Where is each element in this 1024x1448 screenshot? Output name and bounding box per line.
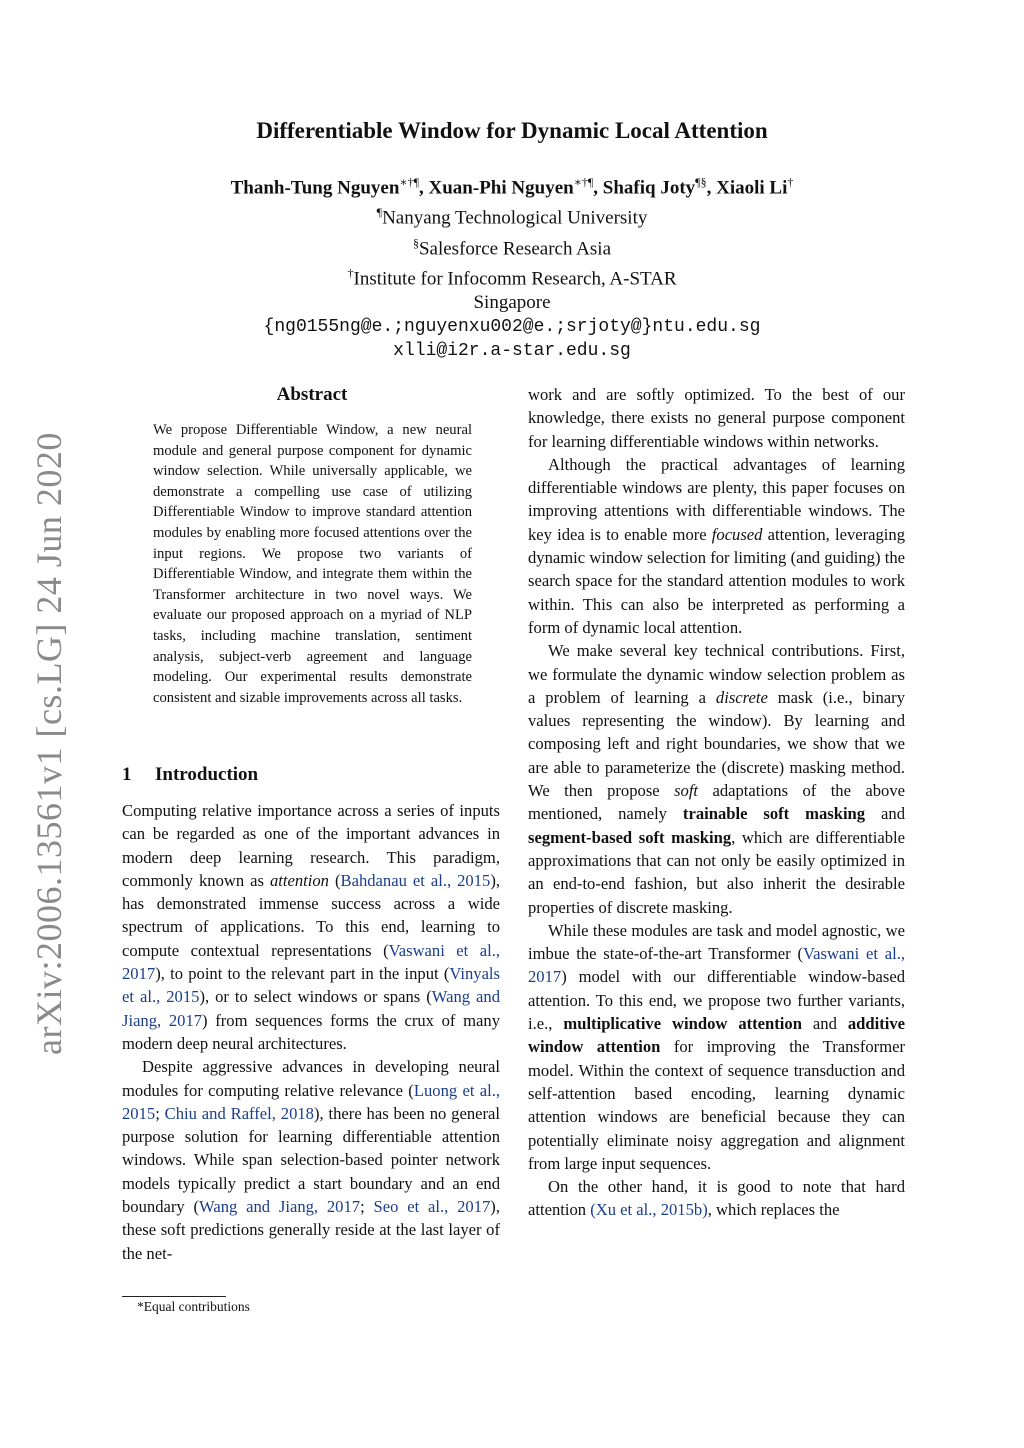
affiliation: ¶Nanyang Technological University (376, 205, 648, 229)
left-column (122, 799, 500, 1265)
citation-link[interactable]: (Xu et al., 2015b) (590, 1200, 708, 1220)
author-marks: ¶§ (695, 175, 707, 189)
affiliation: †Institute for Infocomm Research, A-STAR (347, 265, 677, 290)
paragraph: work and are softly optimized. To the best of our knowledge, there exists no general purpose component for learning differentiable windows within networks. (528, 385, 905, 451)
email-line: {ng0155ng@e.;nguyenxu002@e.;srjoty@}ntu.edu.sg (263, 317, 761, 338)
location: Singapore (473, 292, 551, 314)
author-marks: ∗†¶ (399, 175, 420, 189)
author-name: Xiaoli Li (716, 177, 788, 199)
paragraph: Although the practical advantages of learning differentiable windows are plenty, this paper focuses on improving attentions with differentiable windows. The key idea is to enable more focused attention, leveraging dynamic window selection for limiting (and guiding) the search space for the standard attention modules to work within. This can also be interpreted as performing a form of dynamic local attention. (528, 454, 905, 637)
paper-title: Differentiable Window for Dynamic Local Attention (256, 118, 768, 143)
paragraph: We make several key technical contributions. First, we formulate the dynamic window selection problem as a problem of learning a discrete mask (i.e., binary values representing the window). By learning and composing left and right boundaries, we show that we are able to parameterize the (discrete) masking method. We then propose soft adaptations of the above mentioned, namely trainable soft masking and segment-based soft masking, which are differentiable approximations that can not only be easily optimized in an end-to-end fashion, but also inherit the desirable properties of discrete masking. (528, 641, 905, 917)
abstract-heading: Abstract (276, 384, 348, 405)
paragraph: While these modules are task and model agnostic, we imbue the state-of-the-art Transformer (Vaswani et al., 2017) model with our differentiable window-based attention. To this end, we propose two further variants, i.e., multiplicative window attention and additive window attention for improving the Transformer model. Within the context of sequence transduction and self-attention based encoding, learning dynamic attention windows are beneficial because they can potentially eliminate noisy aggregation and alignment from large input sequences. (528, 920, 905, 1173)
paragraph: On the other hand, it is good to note that hard attention (Xu et al., 2015b), which replaces the (528, 1177, 905, 1220)
abstract-text: We propose Differentiable Window, a new neural module and general purpose component for dynamic window selection. While universally applicable, we demonstrate a compelling use case of utilizing Differentiable Window to improve standard attention modules by enabling more focused attentions over the input regions. We propose two variants of Differentiable Window, and integrate them within the Transformer architecture in two novel ways. We evaluate our proposed approach on a myriad of NLP tasks, including machine translation, sentiment analysis, subject-verb agreement and language modeling. Our experimental results demonstrate consistent and sizable improvements across all tasks. (153, 422, 472, 706)
citation-link[interactable]: Bahdanau et al., 2015 (340, 870, 491, 890)
email-line: xlli@i2r.a-star.edu.sg (393, 341, 631, 362)
citation-link[interactable]: Vinyals et al., 2015 (122, 964, 500, 1007)
section-number: 1 (122, 764, 132, 785)
citation-link[interactable]: Vaswani et al., 2017 (528, 944, 905, 987)
author-name: Xuan-Phi Nguyen (428, 177, 574, 199)
section-title: Introduction (155, 764, 259, 785)
author-names: Thanh-Tung Nguyen∗†¶, Xuan-Phi Nguyen∗†¶, Shafiq Joty¶§, Xiaoli Li† (230, 175, 794, 199)
arxiv-identifier: arXiv:2006.13561v1 [cs.LG] 24 Jun 2020 (29, 432, 69, 1055)
author-marks: † (787, 175, 794, 189)
right-column (528, 383, 905, 1222)
citation-link[interactable]: Vaswani et al., 2017 (122, 940, 500, 984)
citation-link[interactable]: Wang and Jiang, 2017 (122, 987, 500, 1030)
footnote: *Equal contributions (137, 1299, 250, 1314)
citation-link[interactable]: Chiu and Raffel, 2018 (164, 1103, 314, 1123)
citation-link[interactable]: Seo et al., 2017 (373, 1197, 491, 1217)
author-marks: ∗†¶ (573, 175, 594, 189)
citation-link[interactable]: Luong et al., 2015 (122, 1080, 500, 1123)
author-name: Shafiq Joty (602, 177, 696, 199)
author-block (0, 170, 1024, 363)
affiliation: §Salesforce Research Asia (412, 235, 612, 259)
author-name: Thanh-Tung Nguyen (230, 177, 400, 199)
footnote-rule (122, 1296, 226, 1297)
paragraph: Despite aggressive advances in developing neural modules for computing relative relevance (Luong et al., 2015; Chiu and Raffel, 2018), there has been no general purpose solution for learning differentiable attention windows. While span selection-based pointer network models typically predict a start boundary and an end boundary (Wang and Jiang, 2017; Seo et al., 2017), these soft predictions generally reside at the last layer of the net- (122, 1057, 500, 1263)
citation-link[interactable]: Wang and Jiang, 2017 (199, 1197, 361, 1217)
section-heading (122, 764, 258, 786)
paragraph: Computing relative importance across a series of inputs can be regarded as one of the important advances in modern deep learning research. This paradigm, commonly known as attention (Bahdanau et al., 2015), has demonstrated immense success across a wide spectrum of applications. To this end, learning to compute contextual representations (Vaswani et al., 2017), to point to the relevant part in the input (Vinyals et al., 2015), or to select windows or spans (Wang and Jiang, 2017) from sequences forms the crux of many modern deep neural architectures. (122, 801, 500, 1053)
